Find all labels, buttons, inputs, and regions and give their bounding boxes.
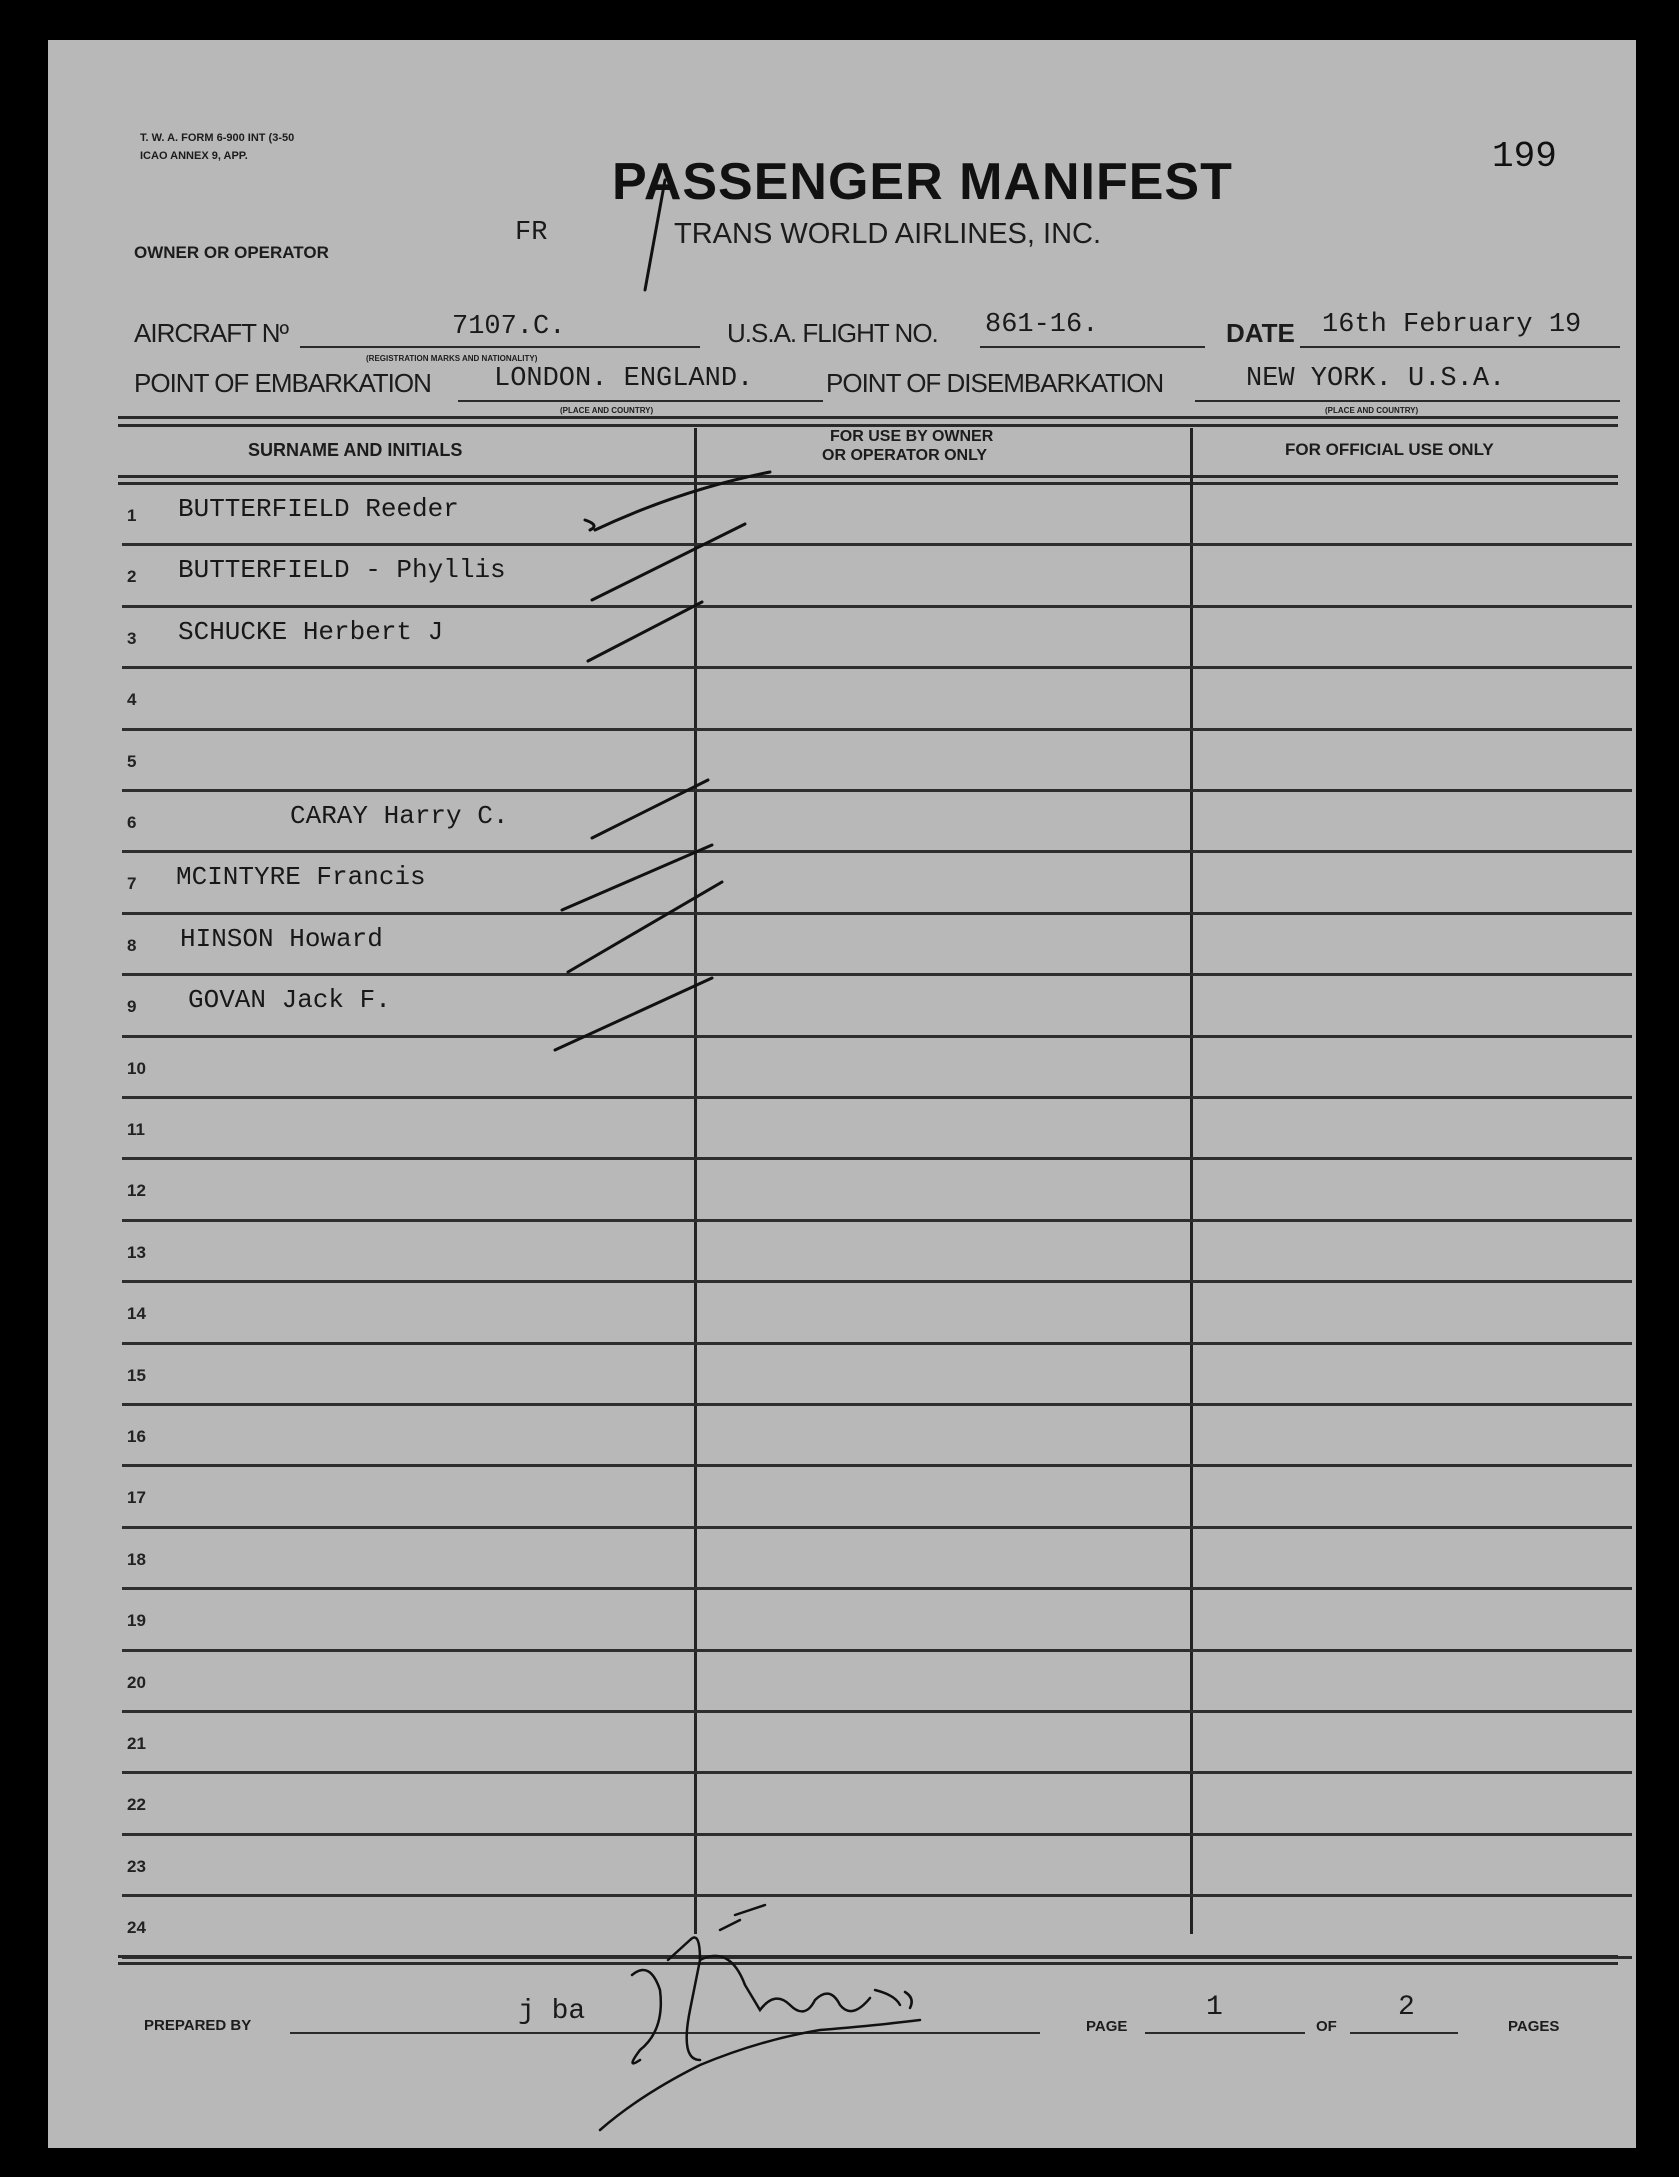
- row-number: 11: [127, 1120, 145, 1139]
- form-code-line2: ICAO ANNEX 9, APP.: [140, 150, 248, 162]
- operator-code: FR: [515, 218, 548, 248]
- row-number: 22: [127, 1795, 146, 1815]
- row-number: 23: [127, 1856, 146, 1876]
- passenger-name: MCINTYRE Francis: [176, 862, 426, 893]
- aircraft-value: 7107.C.: [452, 312, 566, 342]
- row-number: 5: [127, 751, 137, 771]
- form-code-line1: T. W. A. FORM 6-900 INT (3-50: [140, 132, 295, 144]
- passenger-name: SCHUCKE Herbert J: [178, 616, 444, 647]
- of-label: OF: [1316, 2018, 1337, 2035]
- operator-name: TRANS WORLD AIRLINES, INC.: [674, 218, 1102, 250]
- pages-label: PAGES: [1508, 2018, 1560, 2035]
- document-title: PASSENGER MANIFEST: [612, 153, 1233, 211]
- check-mark-row-6: [592, 780, 708, 838]
- aircraft-label: AIRCRAFT Nº: [134, 318, 289, 348]
- page-number-stamp: 199: [1492, 136, 1557, 177]
- passenger-name: BUTTERFIELD - Phyllis: [178, 555, 506, 586]
- disembark-label: POINT OF DISEMBARKATION: [826, 368, 1164, 398]
- aircraft-sublabel: (REGISTRATION MARKS AND NATIONALITY): [366, 354, 538, 363]
- row-number: 18: [127, 1549, 146, 1569]
- check-mark-row-9: [555, 978, 712, 1050]
- row-number: 15: [127, 1365, 146, 1385]
- col-official-header: FOR OFFICIAL USE ONLY: [1285, 440, 1494, 459]
- signature-drawing: [600, 1905, 920, 2130]
- passenger-name: HINSON Howard: [180, 923, 383, 954]
- row-number: 4: [127, 690, 137, 710]
- flight-label: U.S.A. FLIGHT NO.: [727, 318, 938, 348]
- embark-label: POINT OF EMBARKATION: [134, 368, 431, 398]
- passenger-name: CARAY Harry C.: [290, 801, 509, 831]
- passenger-name: GOVAN Jack F.: [188, 985, 391, 1016]
- prepared-by-label: PREPARED BY: [144, 2017, 252, 2034]
- row-number: 3: [127, 628, 137, 648]
- row-number: 17: [127, 1488, 146, 1508]
- row-number: 10: [127, 1058, 146, 1078]
- embark-value: LONDON. ENGLAND.: [494, 364, 754, 394]
- page-value: 1: [1206, 1992, 1223, 2023]
- date-value: 16th February 19: [1322, 310, 1582, 340]
- check-mark-row-8: [568, 882, 722, 972]
- row-number: 21: [127, 1734, 146, 1753]
- row-number: 12: [127, 1181, 146, 1201]
- passenger-name: BUTTERFIELD Reeder: [178, 494, 459, 524]
- page-label: PAGE: [1086, 2018, 1128, 2035]
- row-number: 19: [127, 1611, 146, 1631]
- row-number: 14: [127, 1304, 146, 1324]
- row-number: 7: [127, 874, 137, 894]
- row-number: 20: [127, 1672, 146, 1692]
- row-number: 24: [127, 1918, 146, 1938]
- check-mark-row-2: [592, 524, 745, 600]
- embark-sublabel: (PLACE AND COUNTRY): [560, 406, 654, 415]
- row-number: 1: [127, 506, 137, 525]
- col-surname-header: SURNAME AND INITIALS: [248, 440, 463, 460]
- row-number: 16: [127, 1427, 146, 1446]
- row-number: 13: [127, 1242, 146, 1262]
- row-number: 8: [127, 935, 137, 955]
- row-number: 2: [127, 567, 137, 587]
- flight-value: 861-16.: [985, 310, 1099, 340]
- check-mark-row-3: [588, 602, 702, 661]
- prepared-by-initials: j ba: [518, 1996, 586, 2027]
- header-slash-mark: [645, 180, 665, 290]
- col-owner-header-2: OR OPERATOR ONLY: [822, 447, 988, 464]
- col-owner-header-1: FOR USE BY OWNER: [830, 428, 994, 445]
- of-value: 2: [1398, 1992, 1415, 2023]
- date-label: DATE: [1226, 318, 1295, 348]
- row-number: 6: [127, 813, 137, 832]
- row-number: 9: [127, 997, 137, 1017]
- check-mark-row-1: [585, 472, 770, 530]
- disembark-value: NEW YORK. U.S.A.: [1246, 364, 1506, 394]
- owner-operator-label: OWNER OR OPERATOR: [134, 243, 329, 262]
- disembark-sublabel: (PLACE AND COUNTRY): [1325, 406, 1419, 415]
